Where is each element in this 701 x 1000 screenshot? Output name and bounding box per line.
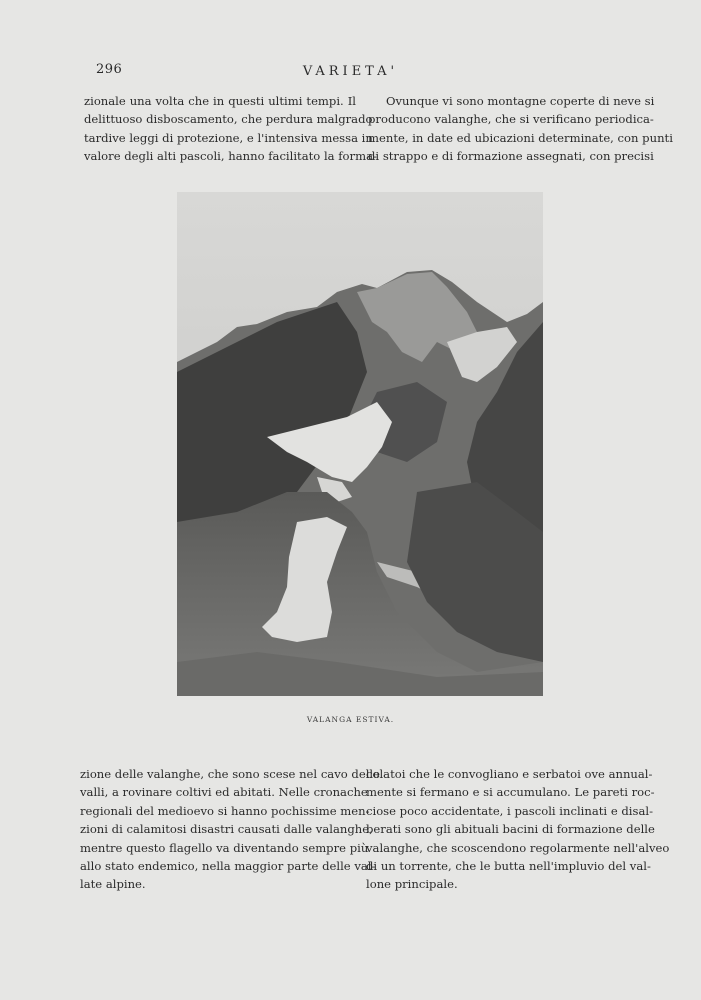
text-line: valanghe, che scoscendono regolarmente nell'alveo — [366, 840, 670, 855]
text-line: di un torrente, che le butta nell'impluvio del val- — [366, 859, 651, 874]
mountain-avalanche-photo — [177, 192, 543, 696]
text-line: regionali del medioevo si hanno pochissime men- — [80, 803, 370, 818]
text-column-top-left — [84, 92, 377, 166]
text-line: tardive leggi di protezione, e l'intensiva messa in — [84, 130, 373, 145]
text-line: colatoi che le convogliano e serbatoi ove annual- — [366, 767, 653, 781]
text-line: late alpine. — [80, 877, 146, 892]
text-line: Ovunque vi sono montagne coperte di neve si — [386, 94, 655, 108]
text-column-bottom-right — [366, 765, 670, 894]
running-head: VARIETA' — [302, 64, 399, 79]
text-line: berati sono gli abituali bacini di formazione delle — [366, 822, 655, 837]
text-line: valore degli alti pascoli, hanno facilitato la forma- — [84, 149, 377, 164]
text-line: delittuoso disboscamento, che perdura malgrado — [84, 112, 373, 127]
text-line: zioni di calamitosi disastri causati dalle valanghe, — [80, 822, 373, 837]
page-number: 296 — [96, 62, 123, 77]
text-line: di strappo e di formazione assegnati, con precisi — [368, 149, 654, 164]
text-line: ciose poco accidentate, i pascoli inclinati e disal- — [366, 803, 653, 818]
text-line: mente, in date ed ubicazioni determinate, con punti — [368, 130, 673, 145]
text-column-bottom-left — [80, 765, 380, 894]
text-line: mentre questo flagello va diventando sempre più — [80, 840, 369, 855]
text-line: zione delle valanghe, che sono scese nel cavo delle — [80, 767, 380, 781]
text-line: allo stato endemico, nella maggior parte delle val- — [80, 859, 376, 874]
text-column-top-right — [368, 92, 673, 166]
text-line: producono valanghe, che si verificano periodica- — [368, 112, 654, 127]
text-line: zionale una volta che in questi ultimi tempi. Il — [84, 94, 356, 108]
text-line: valli, a rovinare coltivi ed abitati. Nelle cronache — [80, 785, 368, 800]
text-line: mente si fermano e si accumulano. Le pareti roc- — [366, 785, 655, 800]
text-line: lone principale. — [366, 877, 458, 892]
figure-caption: VALANGA ESTIVA. — [306, 715, 395, 724]
